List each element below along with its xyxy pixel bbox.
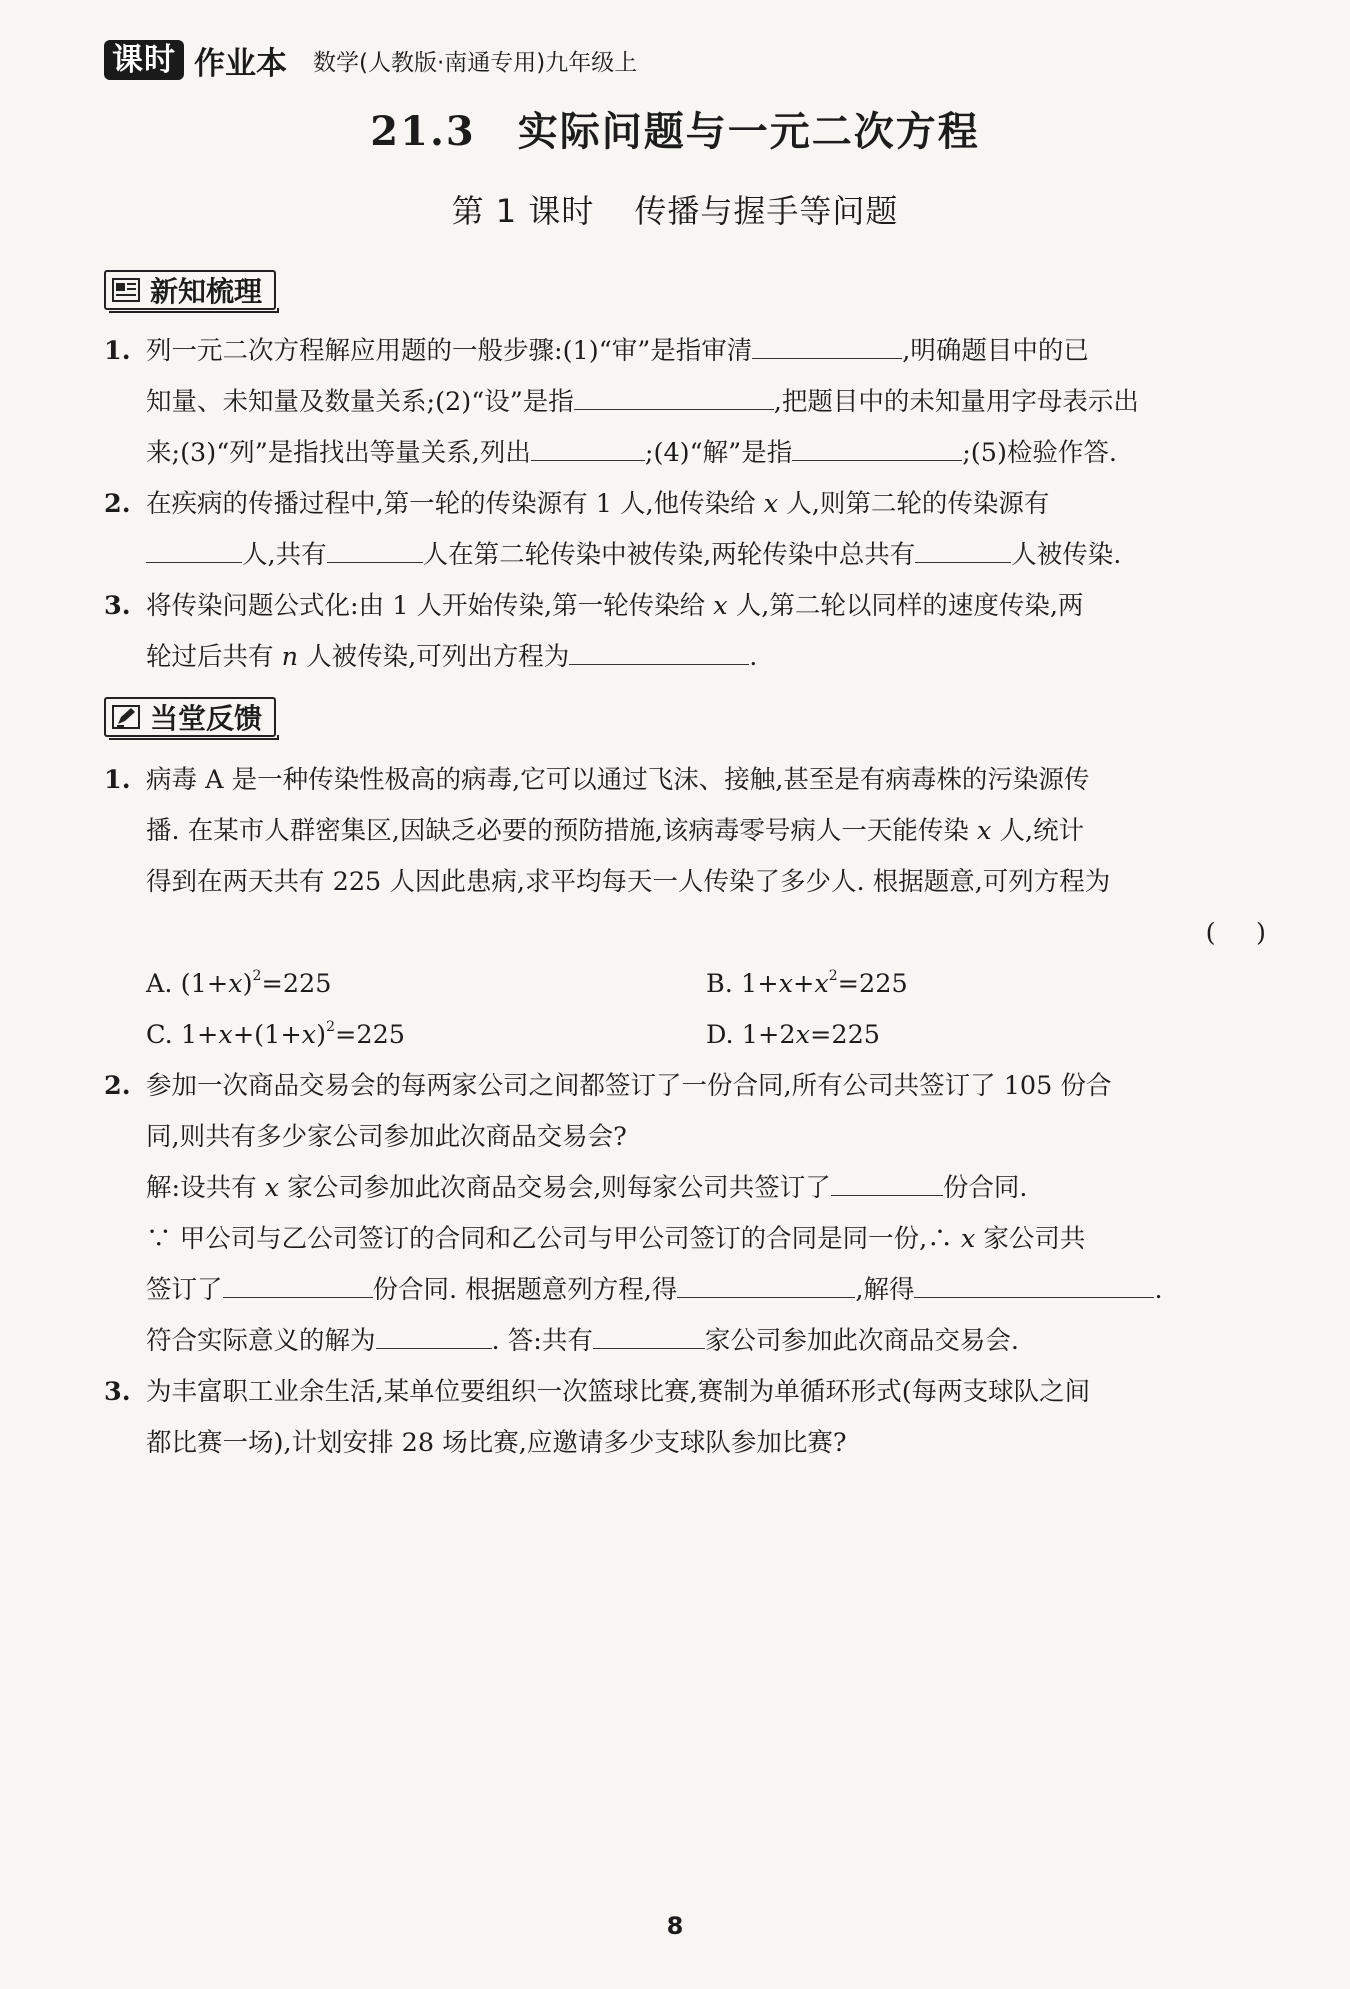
option-b[interactable]: [706, 959, 1266, 1010]
expr: +(1+: [232, 1020, 302, 1050]
option-label: D.: [706, 1020, 734, 1050]
answer-blank[interactable]: [677, 1269, 855, 1298]
option-a[interactable]: [146, 959, 706, 1010]
text: 得到在两天共有 225 人因此患病,求平均每天一人传染了多少人. 根据题意,可列方程为: [146, 867, 1111, 897]
answer-blank[interactable]: [569, 636, 749, 665]
page-number: 8: [666, 1912, 684, 1940]
text: 家公司参加此次商品交易会.: [704, 1326, 1019, 1356]
section1-items: [104, 326, 1276, 683]
expr: 1+: [740, 969, 779, 999]
text: 份合同. 根据题意列方程,得: [372, 1275, 678, 1305]
exponent: 2: [828, 968, 838, 984]
answer-blank[interactable]: [146, 534, 242, 563]
item-number: 3.: [104, 591, 131, 621]
option-c[interactable]: [146, 1010, 706, 1061]
item-number: 1.: [104, 336, 131, 366]
text: 人被传染,可列出方程为: [306, 642, 570, 672]
text: 人,第二轮以同样的速度传染,两: [735, 591, 1084, 621]
text: 知量、未知量及数量关系;(2)“设”是指: [146, 387, 574, 417]
text: 人被传染.: [1011, 540, 1122, 570]
text: 份合同.: [942, 1173, 1028, 1203]
chapter-number: 21.3: [370, 108, 476, 155]
option-label: C.: [146, 1020, 173, 1050]
answer-blank[interactable]: [223, 1269, 373, 1298]
lesson-name: 传播与握手等问题: [634, 192, 899, 230]
answer-blank[interactable]: [792, 432, 962, 461]
s2-question-1: [104, 755, 1276, 1061]
expr: 1+: [180, 1020, 219, 1050]
lesson-title: [0, 186, 1350, 232]
expr: =225: [261, 969, 332, 999]
section-tag-class-feedback: [104, 697, 276, 737]
exponent: 2: [326, 1019, 335, 1035]
item-number: 1.: [104, 765, 131, 795]
answer-blank[interactable]: [531, 432, 645, 461]
text: 家公司共: [983, 1224, 1086, 1254]
text: 将传染问题公式化:由 1 人开始传染,第一轮传染给: [146, 591, 706, 621]
text: ;(4)“解”是指: [644, 438, 793, 468]
text: 都比赛一场),计划安排 28 场比赛,应邀请多少支球队参加比赛?: [146, 1428, 847, 1458]
answer-blank[interactable]: [752, 330, 902, 359]
variable: x: [218, 1020, 233, 1050]
pencil-icon: [112, 704, 140, 730]
answer-blank[interactable]: [376, 1320, 492, 1349]
text: . 答:共有: [491, 1326, 593, 1356]
text: ,解得: [855, 1275, 915, 1305]
variable: x: [763, 489, 779, 519]
answer-blank[interactable]: [831, 1167, 943, 1196]
item-number: 2.: [104, 489, 131, 519]
text: 病毒 A 是一种传染性极高的病毒,它可以通过飞沫、接触,甚至是有病毒株的污染源传: [146, 765, 1090, 795]
logo: 课时: [104, 40, 184, 80]
expr: 1+2: [741, 1020, 796, 1050]
s1-item-3: [104, 581, 1276, 683]
page-header: [104, 38, 637, 82]
choice-options: [146, 959, 1276, 1061]
answer-bracket[interactable]: ( ): [1205, 918, 1266, 948]
book-icon: [112, 277, 140, 303]
variable: n: [281, 642, 299, 672]
text: 家公司参加此次商品交易会,则每家公司共签订了: [287, 1173, 831, 1203]
text: 人,共有: [242, 540, 327, 570]
logo-subtitle: 作业本: [194, 45, 287, 82]
s1-item-2: [104, 479, 1276, 581]
variable: x: [814, 969, 829, 999]
s2-question-2: [104, 1061, 1276, 1367]
variable: x: [713, 591, 728, 621]
text: 列一元二次方程解应用题的一般步骤:(1)“审”是指审清: [146, 336, 753, 366]
chapter-name: 实际问题与一元二次方程: [517, 108, 980, 155]
text: 在疾病的传播过程中,第一轮的传染源有 1 人,他传染给: [146, 489, 756, 519]
answer-blank[interactable]: [574, 381, 774, 410]
text: ∵ 甲公司与乙公司签订的合同和乙公司与甲公司签订的合同是同一份,∴: [146, 1224, 953, 1254]
option-d[interactable]: [706, 1010, 1266, 1061]
text: ;(5)检验作答.: [962, 438, 1118, 468]
expr: =225: [809, 1020, 881, 1050]
answer-blank[interactable]: [915, 534, 1011, 563]
section-title: 新知梳理: [150, 275, 263, 308]
answer-blank[interactable]: [593, 1320, 705, 1349]
expr: ): [316, 1020, 327, 1050]
expr: ): [242, 969, 253, 999]
expr: +: [792, 969, 815, 999]
exponent: 2: [252, 968, 262, 984]
variable: x: [264, 1173, 280, 1203]
option-label: B.: [706, 969, 733, 999]
answer-blank[interactable]: [914, 1269, 1154, 1298]
text: 参加一次商品交易会的每两家公司之间都签订了一份合同,所有公司共签订了 105 份合: [146, 1071, 1112, 1101]
variable: x: [228, 969, 243, 999]
expr: (1+: [180, 969, 229, 999]
text: 为丰富职工业余生活,某单位要组织一次篮球比赛,赛制为单循环形式(每两支球队之间: [146, 1377, 1091, 1407]
text: ,把题目中的未知量用字母表示出: [773, 387, 1139, 417]
variable: x: [301, 1020, 317, 1050]
text: 人在第二轮传染中被传染,两轮传染中总共有: [422, 540, 916, 570]
item-number: 2.: [104, 1071, 131, 1101]
text: 同,则共有多少家公司参加此次商品交易会?: [146, 1122, 627, 1152]
text: 符合实际意义的解为: [146, 1326, 376, 1356]
s2-question-3: [104, 1367, 1276, 1469]
text: .: [749, 642, 758, 672]
text: 解:设共有: [146, 1173, 257, 1203]
book-info: 数学(人教版·南通专用)九年级上: [313, 49, 638, 76]
text: 人,统计: [999, 816, 1085, 846]
option-label: A.: [146, 969, 173, 999]
variable: x: [960, 1224, 976, 1254]
expr: =225: [334, 1020, 406, 1050]
lesson-label: 第 1 课时: [451, 192, 595, 230]
variable: x: [778, 969, 793, 999]
text: .: [1154, 1275, 1163, 1305]
section2-items: [104, 755, 1276, 1469]
text: 来;(3)“列”是指找出等量关系,列出: [146, 438, 531, 468]
variable: x: [977, 816, 992, 846]
text: 人,则第二轮的传染源有: [786, 489, 1050, 519]
expr: =225: [837, 969, 908, 999]
section-tag-new-knowledge: [104, 270, 276, 310]
chapter-title: [0, 100, 1350, 157]
text: ,明确题目中的已: [902, 336, 1089, 366]
variable: x: [795, 1020, 810, 1050]
text: 播. 在某市人群密集区,因缺乏必要的预防措施,该病毒零号病人一天能传染: [146, 816, 969, 846]
text: 轮过后共有: [146, 642, 274, 672]
s1-item-1: [104, 326, 1276, 479]
text: 签订了: [146, 1275, 223, 1305]
section-title: 当堂反馈: [150, 702, 263, 735]
answer-blank[interactable]: [327, 534, 423, 563]
item-number: 3.: [104, 1377, 131, 1407]
